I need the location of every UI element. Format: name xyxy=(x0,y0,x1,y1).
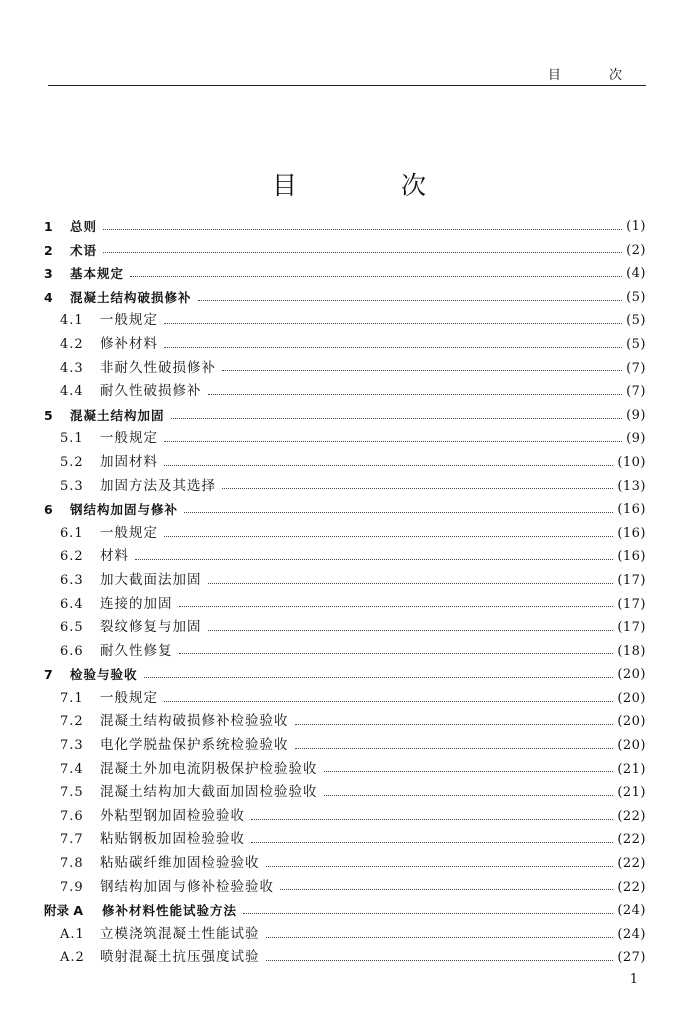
dot-leader xyxy=(144,676,614,678)
toc-entry-title: 混凝土结构加固 xyxy=(70,407,165,423)
toc-entry-title: 混凝土结构加大截面加固检验验收 xyxy=(100,784,318,801)
dot-leader xyxy=(222,369,622,371)
toc-entry[interactable] xyxy=(44,616,646,640)
dot-leader xyxy=(266,936,614,938)
toc-entry[interactable] xyxy=(44,215,646,239)
toc-entry-title: 术语 xyxy=(70,242,98,258)
toc-entry[interactable] xyxy=(44,404,646,428)
toc-entry-page: (7) xyxy=(626,360,646,376)
toc-entry-number: 4.1 xyxy=(60,313,84,329)
dot-leader xyxy=(164,346,622,348)
toc-entry-number: A.1 xyxy=(60,926,85,942)
toc-entry-title: 检验与验收 xyxy=(70,667,138,683)
toc-entry-page: (24) xyxy=(617,926,646,942)
header-rule xyxy=(48,85,646,86)
toc-entry[interactable] xyxy=(44,286,646,310)
toc-entry-page: (20) xyxy=(617,714,646,730)
dot-leader xyxy=(164,700,613,702)
toc-entry-page: (22) xyxy=(617,856,646,872)
toc-entry-title: 喷射混凝土抗压强度试验 xyxy=(100,949,260,966)
toc-entry-title: 粘贴碳纤维加固检验验收 xyxy=(100,855,260,872)
toc-entry-title: 加固材料 xyxy=(100,453,158,470)
toc-entry-page: (22) xyxy=(617,879,646,895)
dot-leader xyxy=(179,605,614,607)
toc-entry[interactable] xyxy=(44,239,646,263)
toc-entry-page: (10) xyxy=(617,454,646,470)
toc-entry-number: 7.9 xyxy=(60,879,84,895)
toc-entry[interactable] xyxy=(44,427,646,451)
toc-entry-number: 4.3 xyxy=(60,360,84,376)
toc-entry[interactable] xyxy=(44,309,646,333)
dot-leader xyxy=(295,747,614,749)
toc-entry-title: 钢结构加固与修补检验验收 xyxy=(100,878,274,895)
dot-leader xyxy=(251,818,613,820)
dot-leader xyxy=(222,487,613,489)
toc-entry-title: 材料 xyxy=(100,548,129,565)
toc-entry-page: (20) xyxy=(617,667,646,683)
toc-entry[interactable] xyxy=(44,876,646,900)
toc-entry-number: 6.6 xyxy=(60,643,84,659)
dot-leader xyxy=(103,251,622,253)
toc-entry-page: (13) xyxy=(617,478,646,494)
toc-entry-page: (5) xyxy=(626,336,646,352)
toc-entry[interactable] xyxy=(44,946,646,970)
dot-leader xyxy=(135,558,613,560)
toc-entry[interactable] xyxy=(44,687,646,711)
toc-entry-title: 一般规定 xyxy=(100,312,158,329)
toc-entry-number: 7 xyxy=(44,667,53,683)
dot-leader xyxy=(266,959,614,961)
dot-leader xyxy=(164,440,622,442)
toc-entry-page: (16) xyxy=(617,502,646,518)
toc-entry-number: 5 xyxy=(44,407,53,423)
toc-entry-title: 混凝土结构破损修补检验验收 xyxy=(100,713,289,730)
toc-entry-title: 混凝土外加电流阴极保护检验验收 xyxy=(100,760,318,777)
toc-entry-page: (18) xyxy=(617,643,646,659)
toc-entry-title: 连接的加固 xyxy=(100,595,173,612)
toc-entry[interactable] xyxy=(44,333,646,357)
toc-entry-page: (9) xyxy=(626,431,646,447)
toc-entry-page: (17) xyxy=(617,620,646,636)
toc-entry[interactable] xyxy=(44,545,646,569)
toc-entry-title: 一般规定 xyxy=(100,689,158,706)
toc-entry[interactable] xyxy=(44,451,646,475)
toc-entry-page: (24) xyxy=(617,903,646,919)
toc-entry-page: (17) xyxy=(617,572,646,588)
toc-entry[interactable] xyxy=(44,640,646,664)
page-number: 1 xyxy=(629,972,638,987)
toc-entry[interactable] xyxy=(44,758,646,782)
toc-entry-title: 一般规定 xyxy=(100,524,158,541)
toc-entry-number: 2 xyxy=(44,242,53,258)
dot-leader xyxy=(208,393,623,395)
toc-entry-page: (21) xyxy=(617,761,646,777)
dot-leader xyxy=(243,912,613,914)
toc-entry-number: 5.1 xyxy=(60,431,84,447)
toc-entry-number: 4.4 xyxy=(60,384,84,400)
running-head xyxy=(48,58,646,86)
dot-leader xyxy=(198,299,623,301)
toc-entry-number: 1 xyxy=(44,219,53,234)
toc-entry-number: 7.6 xyxy=(60,808,84,824)
toc-entry[interactable] xyxy=(44,923,646,947)
toc-entry[interactable] xyxy=(44,498,646,522)
dot-leader xyxy=(164,464,613,466)
dot-leader xyxy=(179,652,614,654)
dot-leader xyxy=(324,770,614,772)
toc-entry-title: 总则 xyxy=(70,219,98,234)
toc-entry-number: 4 xyxy=(44,289,53,305)
dot-leader xyxy=(280,888,613,890)
toc-entry[interactable] xyxy=(44,734,646,758)
toc-entry[interactable] xyxy=(44,522,646,546)
toc-entry-number: 7.3 xyxy=(60,738,84,754)
dot-leader xyxy=(251,841,613,843)
toc-entry-number: 7.2 xyxy=(60,714,84,730)
toc-entry-title: 耐久性破损修补 xyxy=(100,383,202,400)
toc-entry-title: 一般规定 xyxy=(100,430,158,447)
toc-entry-title: 钢结构加固与修补 xyxy=(70,502,179,518)
toc-entry-title: 立模浇筑混凝土性能试验 xyxy=(100,925,260,942)
dot-leader xyxy=(295,723,614,725)
running-head-text: 目 次 xyxy=(547,68,644,83)
toc-entry-page: (20) xyxy=(617,690,646,706)
toc-entry-page: (5) xyxy=(626,289,646,305)
toc-entry-page: (20) xyxy=(617,738,646,754)
dot-leader xyxy=(324,794,614,796)
toc-entry-title: 修补材料 xyxy=(100,335,158,352)
toc-entry[interactable] xyxy=(44,852,646,876)
toc-entry-number: 7.8 xyxy=(60,856,84,872)
page-title: 目 次 xyxy=(272,171,474,200)
toc-entry-number: 7.1 xyxy=(60,690,84,706)
toc-entry-number: 6 xyxy=(44,502,53,518)
toc-entry[interactable] xyxy=(44,593,646,617)
toc-entry[interactable] xyxy=(44,569,646,593)
toc-entry-number: 5.3 xyxy=(60,478,84,494)
toc-entry-number: 4.2 xyxy=(60,336,84,352)
toc-entry-number: 6.2 xyxy=(60,549,84,565)
toc-entry-number: 6.3 xyxy=(60,572,84,588)
toc-entry-title: 外粘型钢加固检验验收 xyxy=(100,807,245,824)
toc-entry[interactable] xyxy=(44,475,646,499)
toc-entry-page: (1) xyxy=(626,219,646,234)
toc-entry-number: 6.5 xyxy=(60,620,84,636)
toc-entry[interactable] xyxy=(44,710,646,734)
toc-entry[interactable] xyxy=(44,380,646,404)
toc-entry-title: 粘贴钢板加固检验验收 xyxy=(100,831,245,848)
toc-entry[interactable] xyxy=(44,828,646,852)
toc-entry-title: 混凝土结构破损修补 xyxy=(70,289,192,305)
toc-entry-title: 耐久性修复 xyxy=(100,642,173,659)
toc-entry-page: (22) xyxy=(617,832,646,848)
dot-leader xyxy=(266,865,614,867)
toc-entry-page: (21) xyxy=(617,785,646,801)
toc-entry-page: (16) xyxy=(617,525,646,541)
toc-entry-number: 6.1 xyxy=(60,525,84,541)
toc-entry-title: 修补材料性能试验方法 xyxy=(102,903,238,919)
toc-entry-number: 7.4 xyxy=(60,761,84,777)
toc-entry-page: (4) xyxy=(626,266,646,282)
toc-entry-title: 加固方法及其选择 xyxy=(100,477,216,494)
toc-entry-number: 6.4 xyxy=(60,596,84,612)
dot-leader xyxy=(130,275,622,277)
toc-entry-number: 3 xyxy=(44,266,53,282)
toc-entry-number: 5.2 xyxy=(60,454,84,470)
toc-entry-page: (7) xyxy=(626,384,646,400)
toc-entry[interactable] xyxy=(44,663,646,687)
toc-entry-page: (2) xyxy=(626,242,646,258)
toc-entry-page: (9) xyxy=(626,407,646,423)
toc-entry-title: 基本规定 xyxy=(70,266,125,282)
toc-entry-page: (16) xyxy=(617,549,646,565)
table-of-contents xyxy=(44,215,646,970)
toc-entry-number: 7.5 xyxy=(60,785,84,801)
toc-entry[interactable] xyxy=(44,357,646,381)
toc-entry[interactable] xyxy=(44,805,646,829)
toc-entry[interactable] xyxy=(44,781,646,805)
toc-entry-title: 加大截面法加固 xyxy=(100,571,202,588)
dot-leader xyxy=(184,511,613,513)
toc-entry-title: 电化学脱盐保护系统检验验收 xyxy=(100,737,289,754)
dot-leader xyxy=(171,417,623,419)
toc-entry-number: 附录 A xyxy=(44,903,84,919)
dot-leader xyxy=(208,629,614,631)
toc-entry-page: (22) xyxy=(617,808,646,824)
toc-entry[interactable] xyxy=(44,262,646,286)
toc-entry-title: 非耐久性破损修补 xyxy=(100,359,216,376)
toc-entry-number: A.2 xyxy=(60,950,85,966)
dot-leader xyxy=(164,535,613,537)
toc-entry-page: (5) xyxy=(626,313,646,329)
toc-entry-number: 7.7 xyxy=(60,832,84,848)
dot-leader xyxy=(164,322,622,324)
toc-entry-page: (17) xyxy=(617,596,646,612)
toc-entry-page: (27) xyxy=(617,950,646,966)
toc-entry[interactable] xyxy=(44,899,646,923)
toc-entry-title: 裂纹修复与加固 xyxy=(100,619,202,636)
dot-leader xyxy=(103,228,622,230)
dot-leader xyxy=(208,582,614,584)
